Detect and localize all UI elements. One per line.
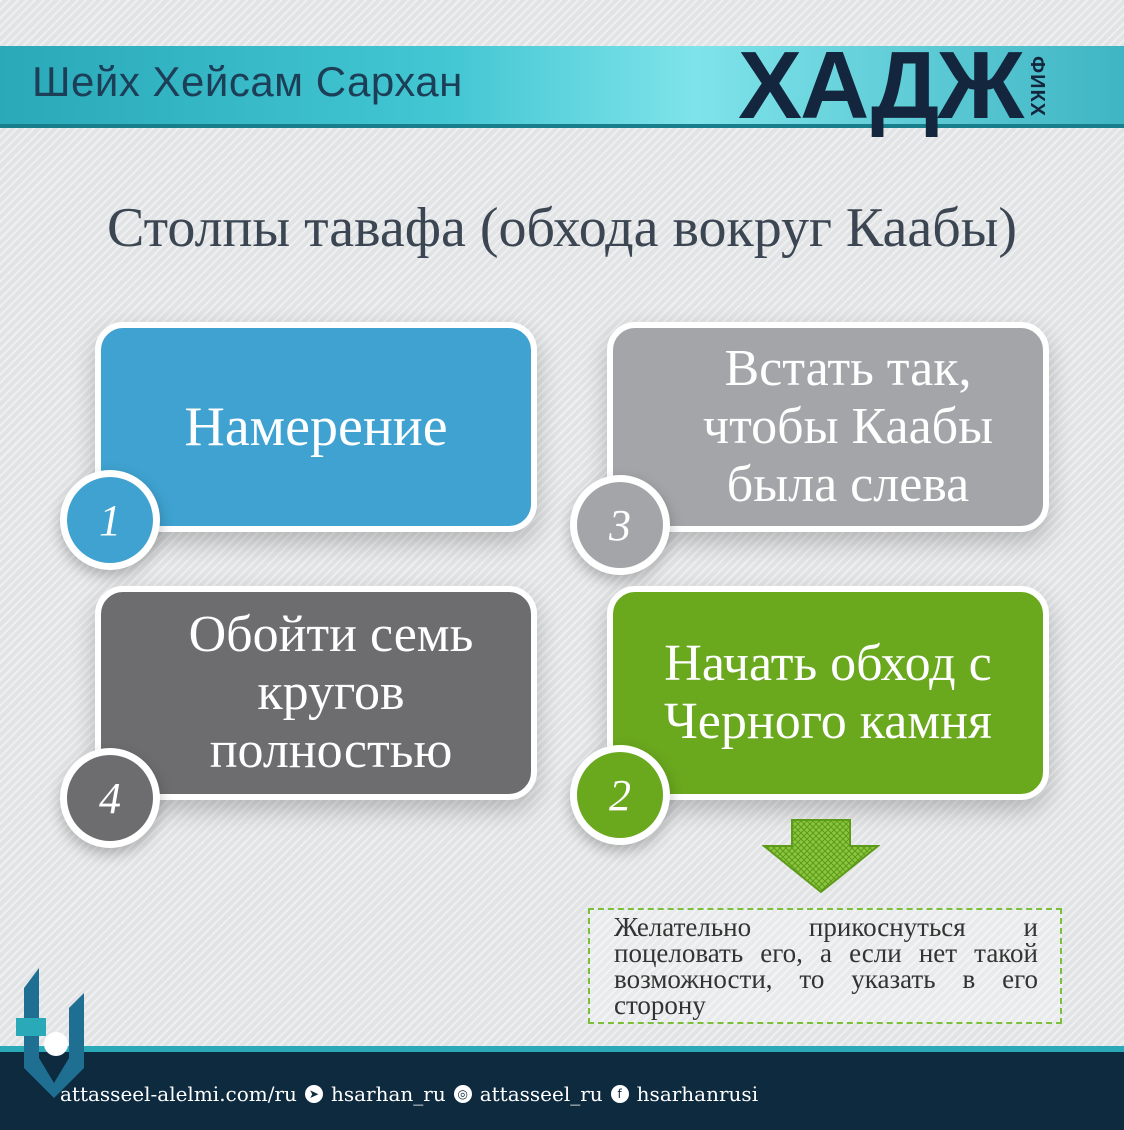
card-text: Обойти семь кругов полностью [188,605,474,780]
author-name: Шейх Хейсам Сархан [32,58,463,105]
facebook-link[interactable]: hsarhanrusi [636,1082,759,1106]
telegram-link[interactable]: hsarhan_ru [330,1082,446,1106]
arrow-down-icon [762,818,880,894]
brand-title: ХАДЖ [738,32,1023,139]
telegram-icon: ➤ [305,1085,323,1103]
brand-subtitle: ФИКХ [1026,56,1048,117]
note-box: Желательно прикоснуться и поцеловать его, а если нет такой возможности, то указать в его сторону [588,908,1062,1024]
card-seven-circles [95,586,537,800]
number-badge: 1 [60,470,160,570]
website-link[interactable]: attasseel-alelmi.com/ru [60,1082,297,1106]
card-text: Начать обход с Черного камня [664,634,992,750]
card-intention [95,322,537,532]
card-black-stone [607,586,1049,800]
number-badge: 3 [570,475,670,575]
card-text: Намерение [184,395,448,458]
facebook-icon: f [611,1085,629,1103]
number-badge: 2 [570,745,670,845]
instagram-link[interactable]: attasseel_ru [479,1082,603,1106]
number-badge: 4 [60,748,160,848]
footer-links [60,1082,758,1106]
instagram-icon: ◎ [454,1085,472,1103]
card-text: Встать так, чтобы Каабы была слева [702,339,994,514]
card-kaaba-left [607,322,1049,532]
page-title: Столпы тавафа (обхода вокруг Каабы) [106,197,1018,259]
